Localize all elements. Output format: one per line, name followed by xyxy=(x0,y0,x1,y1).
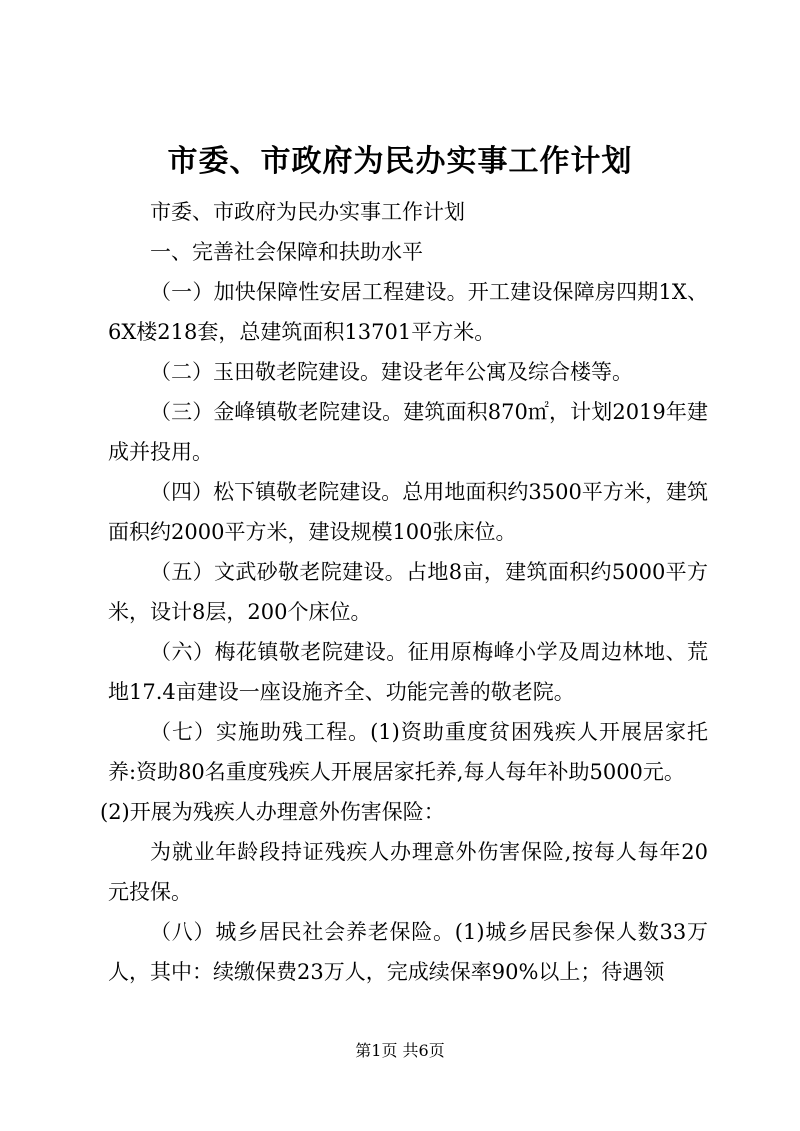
paragraph-item-7: （七）实施助残工程。(1)资助重度贫困残疾人开展居家托养:资助80名重度残疾人开展居家托养,每人每年补助5000元。 xyxy=(108,720,708,784)
paragraph-item-7-detail: 为就业年龄段持证残疾人办理意外伤害保险,按每人每年20元投保。 xyxy=(108,840,708,904)
document-title: 市委、市政府为民办实事工作计划 xyxy=(167,144,633,179)
paragraph-item-7-sub: (2)开展为残疾人办理意外伤害保险： xyxy=(100,800,445,824)
page-footer: 第1页 共6页 xyxy=(355,1041,445,1060)
paragraph-item-3: （三）金峰镇敬老院建设。建筑面积870㎡，计划2019年建成并投用。 xyxy=(108,400,708,464)
paragraph-item-8: （八）城乡居民社会养老保险。(1)城乡居民参保人数33万人，其中：续缴保费23万人，完成续保率90%以上；待遇领 xyxy=(108,920,708,984)
paragraph-subtitle: 市委、市政府为民办实事工作计划 xyxy=(150,200,465,224)
paragraph-item-4: （四）松下镇敬老院建设。总用地面积约3500平方米，建筑面积约2000平方米，建设规模100张床位。 xyxy=(108,480,708,544)
paragraph-item-6: （六）梅花镇敬老院建设。征用原梅峰小学及周边林地、荒地17.4亩建设一座设施齐全、功能完善的敬老院。 xyxy=(108,640,708,704)
paragraph-section-heading: 一、完善社会保障和扶助水平 xyxy=(150,240,423,264)
paragraph-item-1: （一）加快保障性安居工程建设。开工建设保障房四期1X、6X楼218套，总建筑面积13701平方米。 xyxy=(108,280,708,344)
paragraph-item-2: （二）玉田敬老院建设。建设老年公寓及综合楼等。 xyxy=(150,360,633,384)
document-body xyxy=(100,192,708,992)
paragraph-item-5: （五）文武砂敬老院建设。占地8亩，建筑面积约5000平方米，设计8层，200个床位。 xyxy=(108,560,708,624)
